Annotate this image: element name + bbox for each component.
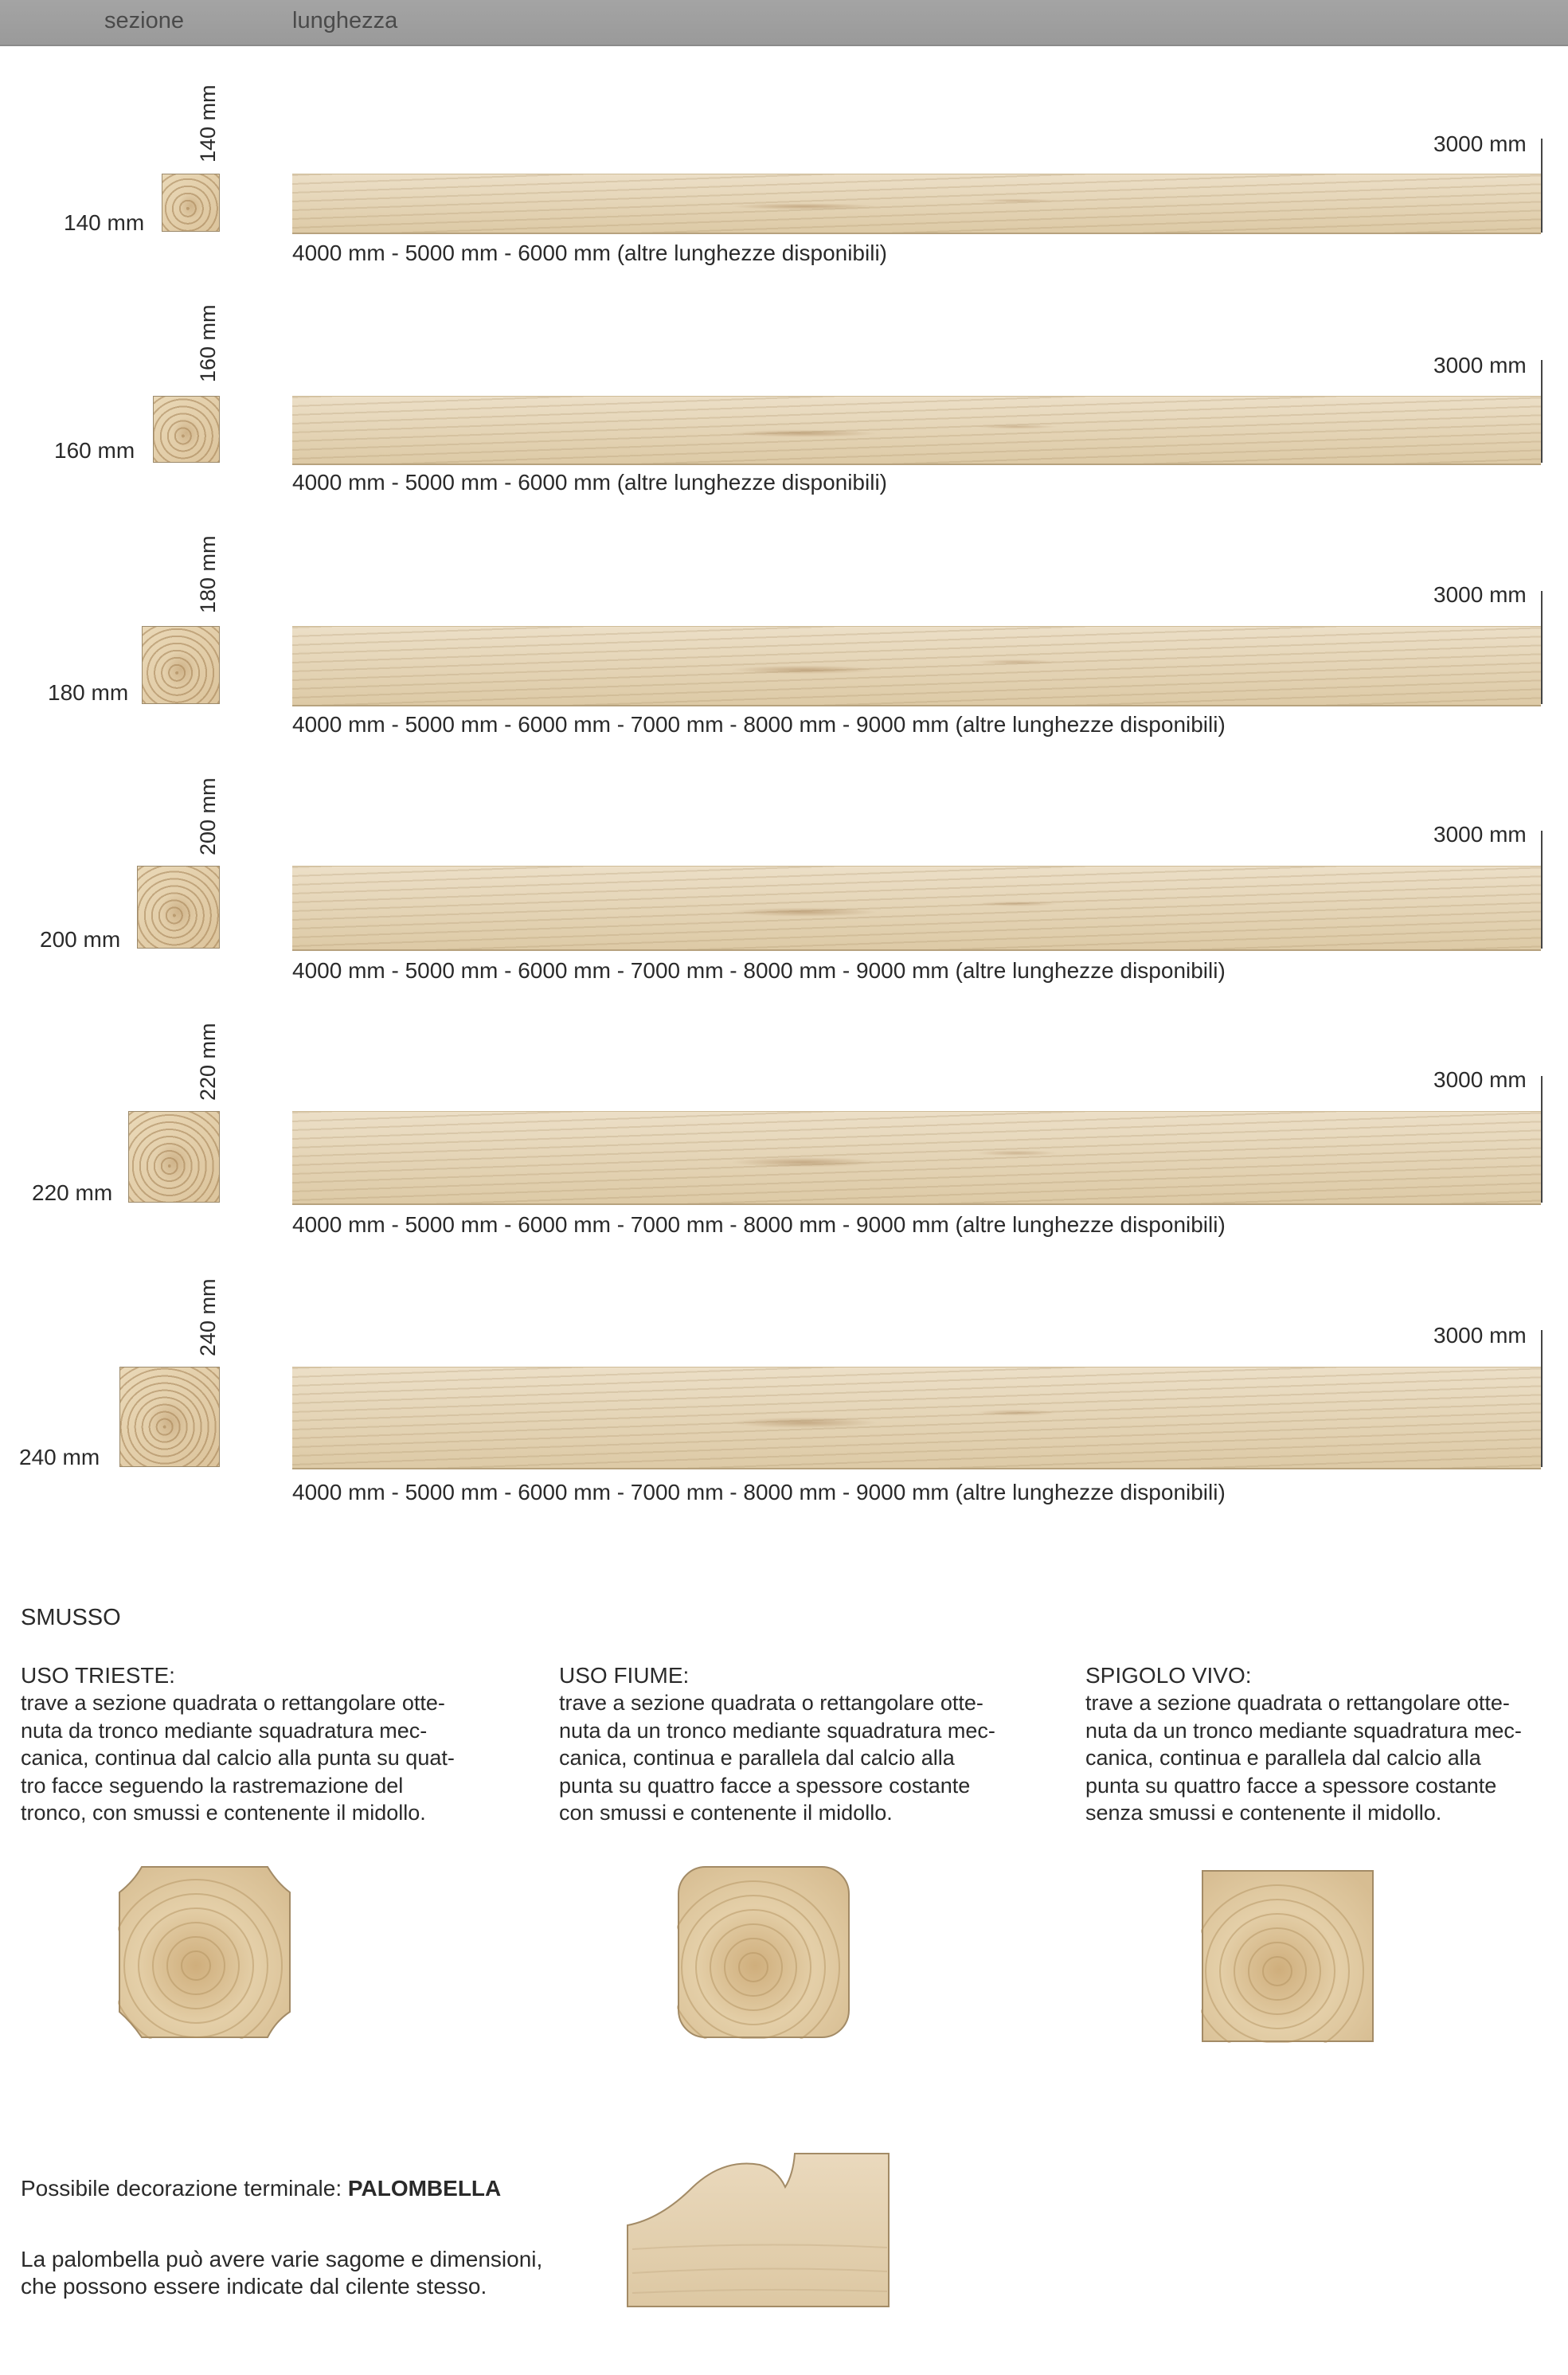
column-header-length: lunghezza [292,8,398,33]
length-options: 4000 mm - 5000 mm - 6000 mm (altre lunghezze disponibili) [292,241,887,265]
section-height-label: 160 mm [196,304,220,382]
type-title: USO FIUME: [559,1663,690,1688]
beam-image [292,1367,1541,1469]
smusso-title: SMUSSO [21,1605,121,1630]
section-square [119,1367,220,1467]
type-description: trave a sezione quadrata o rettangolare otte- nuta da tronco mediante squadratura mec- canica, continua dal calcio alla punta su quat- tro facce seguendo la rastremazione del tronco, con smussi e contenente il midollo. [21,1691,455,1825]
length-label: 3000 mm [1433,1067,1527,1092]
section-width-label: 220 mm [32,1180,113,1205]
section-width-label: 160 mm [54,438,135,463]
decoration-name: PALOMBELLA [347,2176,502,2201]
length-options: 4000 mm - 5000 mm - 6000 mm - 7000 mm - 8000 mm - 9000 mm (altre lunghezze disponibili) [292,712,1226,737]
length-marker [1541,831,1543,949]
section-square [142,626,220,704]
length-marker [1541,139,1543,233]
fiume-section-shape [677,1865,850,2039]
length-marker [1541,1076,1543,1203]
length-marker [1541,1330,1543,1467]
section-height-label: 220 mm [196,1023,220,1101]
trieste-section-shape [118,1865,291,2039]
length-label: 3000 mm [1433,131,1527,156]
palombella-shape [624,2146,890,2310]
beam-image [292,174,1541,234]
decoration-note: La palombella può avere varie sagome e dimensioni, che possono essere indicate dal cilente stesso. [21,2247,543,2299]
section-height-label: 180 mm [196,535,220,613]
beam-image [292,866,1541,951]
column-header-section: sezione [104,8,184,33]
length-label: 3000 mm [1433,582,1527,607]
section-width-label: 240 mm [19,1445,100,1469]
length-label: 3000 mm [1433,822,1527,847]
length-label: 3000 mm [1433,353,1527,378]
beam-image [292,1111,1541,1205]
beam-image [292,396,1541,465]
table-header-bar [0,0,1568,46]
section-height-label: 200 mm [196,777,220,855]
section-square [128,1111,220,1203]
length-marker [1541,360,1543,463]
length-options: 4000 mm - 5000 mm - 6000 mm (altre lunghezze disponibili) [292,470,887,495]
length-options: 4000 mm - 5000 mm - 6000 mm - 7000 mm - 8000 mm - 9000 mm (altre lunghezze disponibili) [292,1480,1226,1504]
section-square [137,866,220,949]
length-options: 4000 mm - 5000 mm - 6000 mm - 7000 mm - 8000 mm - 9000 mm (altre lunghezze disponibili) [292,958,1226,983]
section-width-label: 140 mm [64,210,145,235]
beam-image [292,626,1541,706]
section-square [162,174,220,232]
section-width-label: 200 mm [40,927,121,952]
length-options: 4000 mm - 5000 mm - 6000 mm - 7000 mm - 8000 mm - 9000 mm (altre lunghezze disponibili) [292,1212,1226,1237]
section-square [153,396,220,463]
type-description: trave a sezione quadrata o rettangolare otte- nuta da un tronco mediante squadratura mec- canica, continua e parallela dal calcio alla punta su quattro facce a spessore costante senza smussi e contenente il midollo. [1085,1691,1522,1825]
decoration-label [21,2176,501,2201]
decoration-label-text: Possibile decorazione terminale: [21,2176,348,2201]
length-marker [1541,591,1543,704]
section-height-label: 140 mm [196,84,220,162]
spigolo-vivo-section-shape [1201,1869,1374,2043]
section-height-label: 240 mm [196,1278,220,1356]
section-width-label: 180 mm [48,680,129,705]
length-label: 3000 mm [1433,1323,1527,1348]
type-description: trave a sezione quadrata o rettangolare otte- nuta da un tronco mediante squadratura mec- canica, continua e parallela dal calcio alla punta su quattro facce a spessore costante con smussi e contenente il midollo. [559,1691,995,1825]
type-title: USO TRIESTE: [21,1663,175,1688]
type-title: SPIGOLO VIVO: [1085,1663,1252,1688]
